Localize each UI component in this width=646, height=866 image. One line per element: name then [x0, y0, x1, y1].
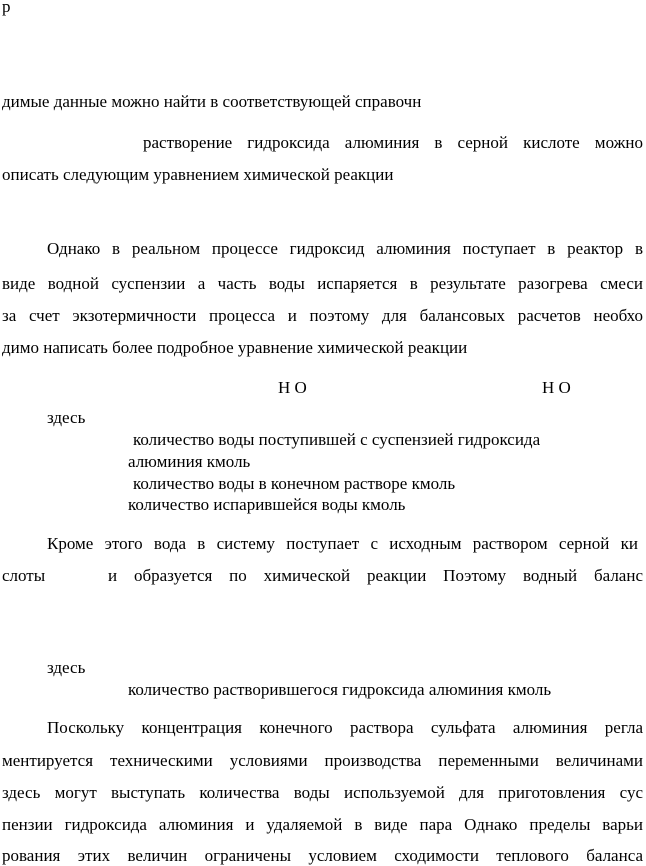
where-label-2: здесь: [47, 658, 86, 677]
paragraph-2-line-2-start: слоты: [2, 566, 46, 585]
paragraph-3-line-2: ментируется техническими условиями производства переменными величинами: [2, 751, 643, 770]
fragment-top: р: [2, 0, 11, 16]
text-line-3: описать следующим уравнением химической реакции: [2, 165, 394, 184]
paragraph-2-line-2-end: и образуется по химической реакции Поэтому водный баланс: [108, 566, 643, 585]
paragraph-3-line-4: пензии гидроксида алюминия и удаляемой в виде пара Однако пределы варьи: [2, 815, 643, 834]
definition-1-line-2: алюминия кмоль: [128, 452, 251, 471]
paragraph-2-line-1: Кроме этого вода в систему поступает с исходным раствором серной ки: [47, 534, 638, 553]
paragraph-3-line-5: рования этих величин ограничены условием сходимости теплового баланса: [2, 846, 643, 865]
text-line-1: димые данные можно найти в соответствующей справочн: [2, 92, 422, 111]
definition-1-line-1: количество воды поступившей с суспензией гидроксида: [133, 430, 541, 449]
formula-water-left: Н О: [278, 378, 307, 397]
paragraph-1-line-1: Однако в реальном процессе гидроксид алюминия поступает в реактор в: [47, 239, 643, 258]
paragraph-1-line-2: виде водной суспензии а часть воды испаряется в результате разогрева смеси: [2, 274, 643, 293]
paragraph-1-line-3: за счет экзотермичности процесса и поэтому для балансовых расчетов необхо: [2, 306, 643, 325]
definition-3: количество испарившейся воды кмоль: [128, 495, 406, 514]
text-line-2: растворение гидроксида алюминия в серной кислоте можно: [143, 133, 643, 152]
formula-water-right: Н О: [542, 378, 571, 397]
paragraph-1-line-4: димо написать более подробное уравнение химической реакции: [2, 338, 468, 357]
paragraph-3-line-3: здесь могут выступать количества воды используемой для приготовления сус: [2, 783, 643, 802]
paragraph-3-line-1: Поскольку концентрация конечного раствора сульфата алюминия регла: [47, 718, 643, 737]
definition-2: количество воды в конечном растворе кмоль: [133, 474, 456, 493]
definition-4: количество растворившегося гидроксида алюминия кмоль: [128, 680, 552, 699]
where-label-1: здесь: [47, 408, 86, 427]
